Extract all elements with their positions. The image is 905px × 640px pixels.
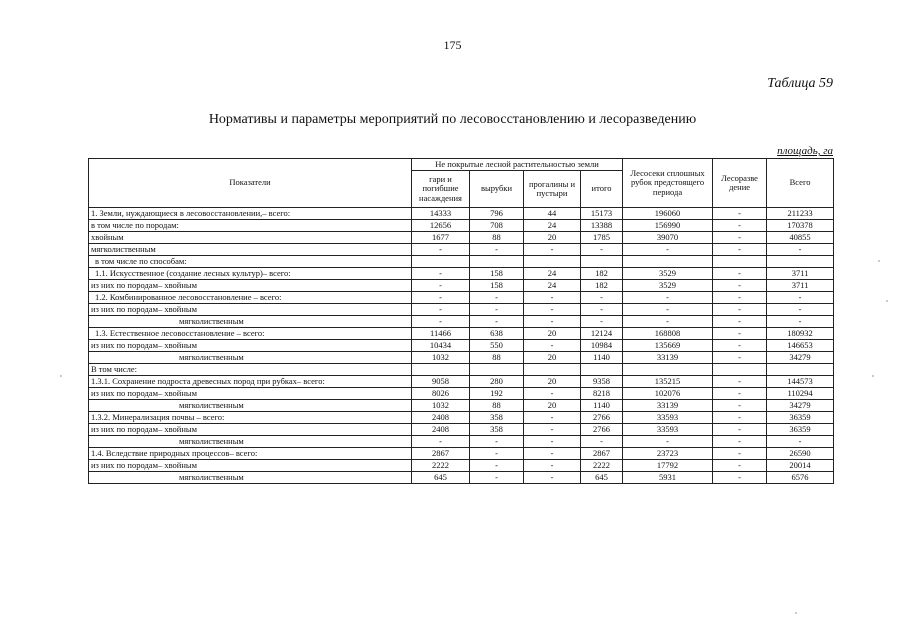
cell-value: 1032 <box>412 400 470 412</box>
cell-value: 358 <box>470 424 524 436</box>
cell-value: 110294 <box>767 388 834 400</box>
cell-value: - <box>524 424 581 436</box>
cell-value: 135669 <box>623 340 713 352</box>
row-label: 1.3.1. Сохранение подроста древесных пород при рубках– всего: <box>89 376 412 388</box>
cell-value: 170378 <box>767 220 834 232</box>
cell-value: - <box>412 316 470 328</box>
table-row <box>89 256 834 268</box>
cell-value: - <box>713 280 767 292</box>
cell-value: - <box>623 316 713 328</box>
table-row <box>89 280 834 292</box>
cell-value: - <box>524 304 581 316</box>
cell-value: 36359 <box>767 412 834 424</box>
cell-value: - <box>713 220 767 232</box>
cell-value: 168808 <box>623 328 713 340</box>
cell-value: 182 <box>581 280 623 292</box>
cell-value: 11466 <box>412 328 470 340</box>
cell-value: - <box>713 328 767 340</box>
cell-value: - <box>470 304 524 316</box>
table-row <box>89 388 834 400</box>
table-row <box>89 316 834 328</box>
row-label: из них по породам– хвойным <box>89 340 412 352</box>
table-row <box>89 424 834 436</box>
table-row <box>89 208 834 220</box>
cell-value: 88 <box>470 400 524 412</box>
cell-value: - <box>713 268 767 280</box>
cell-value: 280 <box>470 376 524 388</box>
header-afforestation: Лесоразве дение <box>713 159 767 208</box>
cell-value: 33139 <box>623 352 713 364</box>
cell-value <box>524 256 581 268</box>
cell-value: - <box>524 316 581 328</box>
row-label: мягколиственным <box>89 316 412 328</box>
unit-note: площадь, га <box>777 145 833 157</box>
cell-value: 2408 <box>412 424 470 436</box>
cell-value: - <box>524 388 581 400</box>
cell-value: - <box>412 436 470 448</box>
cell-value: 88 <box>470 232 524 244</box>
cell-value: - <box>524 340 581 352</box>
cell-value: 5931 <box>623 472 713 484</box>
table-row <box>89 220 834 232</box>
row-label: 1.3.2. Минерализация почвы – всего: <box>89 412 412 424</box>
table-row <box>89 436 834 448</box>
cell-value: 10984 <box>581 340 623 352</box>
cell-value: 34279 <box>767 400 834 412</box>
table-row <box>89 328 834 340</box>
cell-value: 40855 <box>767 232 834 244</box>
cell-value: 26590 <box>767 448 834 460</box>
row-label: из них по породам– хвойным <box>89 304 412 316</box>
cell-value: - <box>412 268 470 280</box>
cell-value: - <box>524 292 581 304</box>
cell-value: - <box>412 292 470 304</box>
cell-value: - <box>470 436 524 448</box>
cell-value: 158 <box>470 280 524 292</box>
cell-value: 135215 <box>623 376 713 388</box>
cell-value: - <box>713 412 767 424</box>
scan-speck <box>878 260 880 262</box>
table-row <box>89 292 834 304</box>
cell-value: - <box>713 400 767 412</box>
table-row <box>89 400 834 412</box>
cell-value: 1677 <box>412 232 470 244</box>
cell-value: - <box>713 208 767 220</box>
cell-value: 34279 <box>767 352 834 364</box>
cell-value: 20 <box>524 376 581 388</box>
cell-value: - <box>713 472 767 484</box>
row-label: мягколиственным <box>89 436 412 448</box>
cell-value: - <box>767 304 834 316</box>
cell-value: - <box>470 460 524 472</box>
cell-value: 146653 <box>767 340 834 352</box>
cell-value: - <box>470 448 524 460</box>
header-cuttings: вырубки <box>470 171 524 208</box>
header-uncovered-lands: Не покрытые лесной растительностью земли <box>412 159 623 171</box>
cell-value <box>713 364 767 376</box>
cell-value <box>524 364 581 376</box>
table-row <box>89 268 834 280</box>
cell-value: 3711 <box>767 280 834 292</box>
cell-value: 9358 <box>581 376 623 388</box>
document-title: Нормативы и параметры мероприятий по лесовосстановлению и лесоразведению <box>208 112 697 127</box>
cell-value: 33593 <box>623 424 713 436</box>
cell-value: 156990 <box>623 220 713 232</box>
cell-value: - <box>623 292 713 304</box>
table-row <box>89 244 834 256</box>
table-row <box>89 304 834 316</box>
row-label: 1. Земли, нуждающиеся в лесовосстановлении,– всего: <box>89 208 412 220</box>
cell-value: - <box>767 316 834 328</box>
cell-value: - <box>713 388 767 400</box>
cell-value: 796 <box>470 208 524 220</box>
scan-speck <box>886 300 888 302</box>
cell-value: 20 <box>524 400 581 412</box>
cell-value: - <box>581 316 623 328</box>
cell-value: - <box>713 232 767 244</box>
cell-value: 2408 <box>412 412 470 424</box>
cell-value: 3529 <box>623 280 713 292</box>
cell-value: 8026 <box>412 388 470 400</box>
cell-value <box>412 364 470 376</box>
table-row <box>89 232 834 244</box>
cell-value: - <box>470 244 524 256</box>
cell-value: 24 <box>524 220 581 232</box>
cell-value: 358 <box>470 412 524 424</box>
cell-value: - <box>524 448 581 460</box>
cell-value: - <box>412 304 470 316</box>
cell-value: - <box>581 304 623 316</box>
cell-value: - <box>524 472 581 484</box>
scan-speck <box>60 375 62 377</box>
table-row <box>89 340 834 352</box>
table-row <box>89 364 834 376</box>
row-label: мягколиственным <box>89 400 412 412</box>
header-indicators: Показатели <box>89 159 412 208</box>
cell-value <box>713 256 767 268</box>
cell-value: 2766 <box>581 424 623 436</box>
cell-value: 20014 <box>767 460 834 472</box>
row-label: 1.4. Вследствие природных процессов– всего: <box>89 448 412 460</box>
cell-value: 144573 <box>767 376 834 388</box>
cell-value: - <box>524 460 581 472</box>
cell-value: 12124 <box>581 328 623 340</box>
table-row <box>89 376 834 388</box>
cell-value: 36359 <box>767 424 834 436</box>
cell-value: - <box>470 292 524 304</box>
cell-value: - <box>713 448 767 460</box>
cell-value: 20 <box>524 352 581 364</box>
cell-value: 39070 <box>623 232 713 244</box>
cell-value: 24 <box>524 280 581 292</box>
cell-value: 645 <box>581 472 623 484</box>
cell-value: 196060 <box>623 208 713 220</box>
header-total: итого <box>581 171 623 208</box>
cell-value: 24 <box>524 268 581 280</box>
cell-value: 33593 <box>623 412 713 424</box>
row-label: В том числе: <box>89 364 412 376</box>
row-label: из них по породам– хвойным <box>89 424 412 436</box>
cell-value: - <box>767 244 834 256</box>
cell-value: - <box>470 472 524 484</box>
row-label: в том числе по породам: <box>89 220 412 232</box>
header-clearcut-areas: Лесосеки сплошных рубок предстоящего периода <box>623 159 713 208</box>
cell-value: 550 <box>470 340 524 352</box>
cell-value: 1785 <box>581 232 623 244</box>
header-grand-total: Всего <box>767 159 834 208</box>
row-label: из них по породам– хвойным <box>89 388 412 400</box>
cell-value: 6576 <box>767 472 834 484</box>
cell-value: - <box>623 244 713 256</box>
cell-value: 645 <box>412 472 470 484</box>
cell-value <box>767 256 834 268</box>
cell-value: 20 <box>524 232 581 244</box>
cell-value: - <box>713 244 767 256</box>
norms-table <box>88 158 834 484</box>
cell-value: 15173 <box>581 208 623 220</box>
cell-value: - <box>623 436 713 448</box>
row-label: из них по породам– хвойным <box>89 280 412 292</box>
cell-value <box>767 364 834 376</box>
cell-value: 158 <box>470 268 524 280</box>
scan-speck <box>872 375 874 377</box>
cell-value <box>412 256 470 268</box>
table-row <box>89 352 834 364</box>
cell-value: - <box>713 304 767 316</box>
cell-value: 211233 <box>767 208 834 220</box>
header-burned: гари и погибшие насаждения <box>412 171 470 208</box>
cell-value <box>470 256 524 268</box>
cell-value: - <box>581 244 623 256</box>
cell-value: - <box>713 376 767 388</box>
table-caption: Таблица 59 <box>767 76 833 91</box>
cell-value <box>581 256 623 268</box>
cell-value: - <box>412 244 470 256</box>
cell-value: 13388 <box>581 220 623 232</box>
row-label: мягколиственным <box>89 472 412 484</box>
cell-value: 1140 <box>581 352 623 364</box>
page-number: 175 <box>443 38 462 52</box>
cell-value: 2222 <box>412 460 470 472</box>
table-row <box>89 412 834 424</box>
row-label: 1.2. Комбинированное лесовосстановление – всего: <box>89 292 412 304</box>
row-label: мягколиственным <box>89 244 412 256</box>
cell-value: - <box>713 436 767 448</box>
cell-value: 1032 <box>412 352 470 364</box>
cell-value: 3711 <box>767 268 834 280</box>
cell-value: 14333 <box>412 208 470 220</box>
cell-value: - <box>713 316 767 328</box>
cell-value: - <box>713 352 767 364</box>
header-glades: прогалины и пустыри <box>524 171 581 208</box>
cell-value: - <box>713 424 767 436</box>
cell-value: 9058 <box>412 376 470 388</box>
cell-value: 102076 <box>623 388 713 400</box>
cell-value: - <box>581 436 623 448</box>
cell-value: - <box>623 304 713 316</box>
cell-value: 3529 <box>623 268 713 280</box>
row-label: в том числе по способам: <box>89 256 412 268</box>
row-label: мягколиственным <box>89 352 412 364</box>
cell-value: - <box>713 460 767 472</box>
cell-value: 44 <box>524 208 581 220</box>
cell-value: 12656 <box>412 220 470 232</box>
cell-value: 8218 <box>581 388 623 400</box>
cell-value: - <box>524 244 581 256</box>
cell-value: - <box>412 280 470 292</box>
cell-value: 23723 <box>623 448 713 460</box>
cell-value: 180932 <box>767 328 834 340</box>
cell-value: 2867 <box>581 448 623 460</box>
table-row <box>89 472 834 484</box>
row-label: 1.3. Естественное лесовосстановление – всего: <box>89 328 412 340</box>
cell-value <box>623 364 713 376</box>
cell-value: 182 <box>581 268 623 280</box>
cell-value: 2222 <box>581 460 623 472</box>
cell-value: 17792 <box>623 460 713 472</box>
cell-value: - <box>524 412 581 424</box>
table-body <box>89 208 834 484</box>
cell-value <box>581 364 623 376</box>
cell-value <box>470 364 524 376</box>
cell-value: 2766 <box>581 412 623 424</box>
cell-value: 20 <box>524 328 581 340</box>
cell-value: 708 <box>470 220 524 232</box>
cell-value: 2867 <box>412 448 470 460</box>
table-row <box>89 448 834 460</box>
cell-value: 88 <box>470 352 524 364</box>
cell-value: - <box>767 292 834 304</box>
cell-value: 192 <box>470 388 524 400</box>
cell-value: 638 <box>470 328 524 340</box>
cell-value: - <box>524 436 581 448</box>
cell-value: - <box>713 292 767 304</box>
cell-value <box>623 256 713 268</box>
row-label: хвойным <box>89 232 412 244</box>
cell-value: - <box>767 436 834 448</box>
table-row <box>89 460 834 472</box>
cell-value: 33139 <box>623 400 713 412</box>
cell-value: - <box>713 340 767 352</box>
row-label: из них по породам– хвойным <box>89 460 412 472</box>
scan-speck <box>795 612 797 614</box>
cell-value: 1140 <box>581 400 623 412</box>
cell-value: 10434 <box>412 340 470 352</box>
row-label: 1.1. Искусственное (создание лесных культур)– всего: <box>89 268 412 280</box>
cell-value: - <box>470 316 524 328</box>
cell-value: - <box>581 292 623 304</box>
